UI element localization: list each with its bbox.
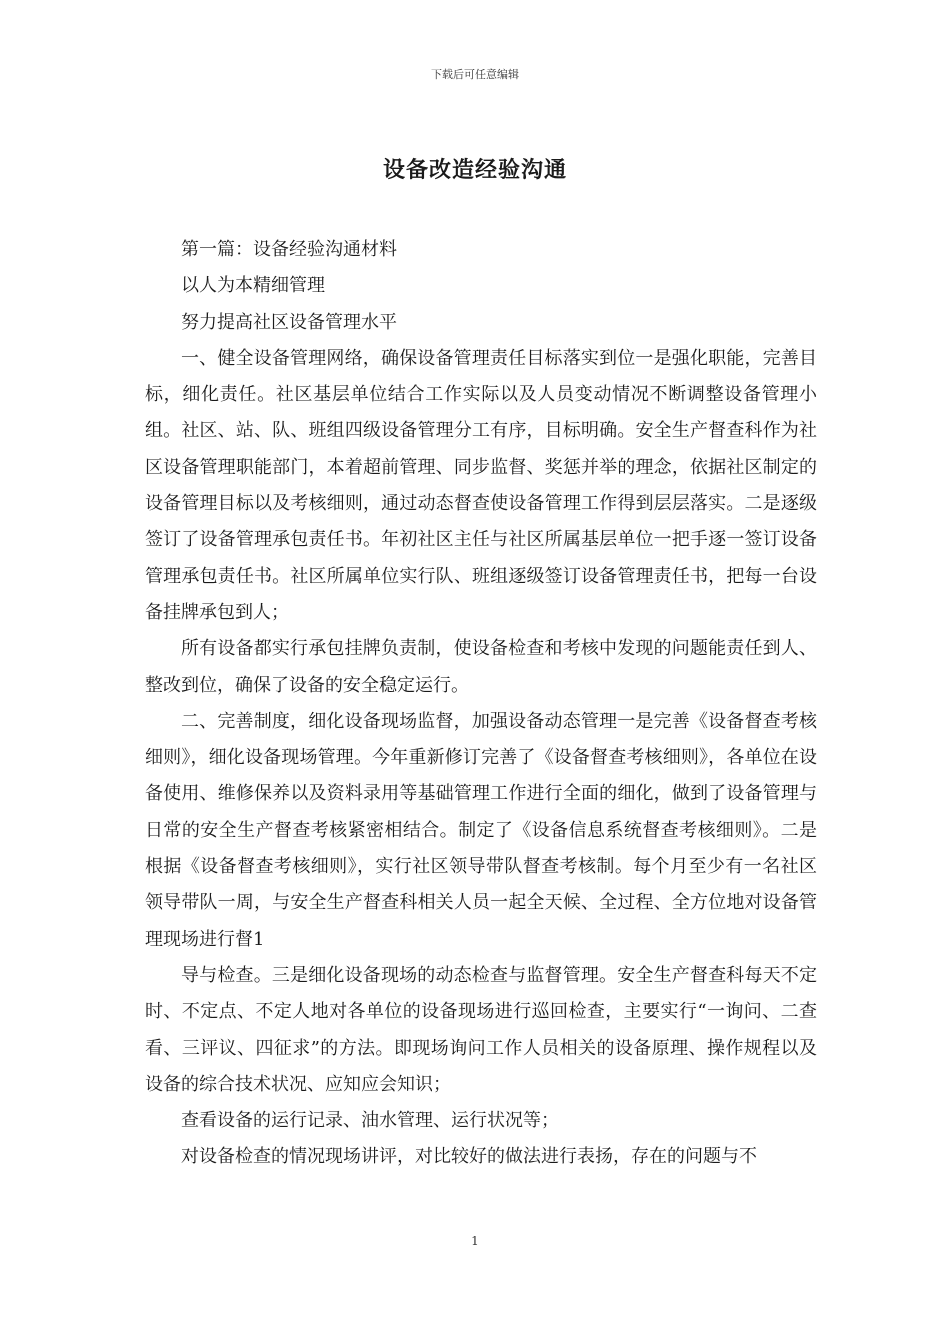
body-paragraph: 二、完善制度，细化设备现场监督，加强设备动态管理一是完善《设备督查考核细则》，细化设备现场管理。今年重新修订完善了《设备督查考核细则》，各单位在设备使用、维修保养以及资料录用等基础管理工作进行全面的细化，做到了设备管理与日常的安全生产督查考核紧密相结合。制定了《设备信息系统督查考核细则》。二是根据《设备督查考核细则》，实行社区领导带队督查考核制。每个月至少有一名社区领导带队一周，与安全生产督查科相关人员一起全天候、全过程、全方位地对设备管理现场进行督1 [145,710,817,950]
body-paragraph: 所有设备都实行承包挂牌负责制，使设备检查和考核中发现的问题能责任到人、整改到位，确保了设备的安全稳定运行。 [145,638,817,696]
body-paragraph: 导与检查。三是细化设备现场的动态检查与监督管理。安全生产督查科每天不定时、不定点、不定人地对各单位的设备现场进行巡回检查，主要实行“一询问、二查看、三评议、四征求”的方法。即现场询问工作人员相关的设备原理、操作规程以及设备的综合技术状况、应知应会知识； [145,964,817,1095]
page-number: 1 [471,1234,479,1248]
document-body [145,232,817,1176]
body-paragraph: 一、健全设备管理网络，确保设备管理责任目标落实到位一是强化职能，完善目标，细化责任。社区基层单位结合工作实际以及人员变动情况不断调整设备管理小组。社区、站、队、班组四级设备管理分工有序，目标明确。安全生产督查科作为社区设备管理职能部门，本着超前管理、同步监督、奖惩并举的理念，依据社区制定的设备管理目标以及考核细则，通过动态督查使设备管理工作得到层层落实。二是逐级签订了设备管理承包责任书。年初社区主任与社区所属基层单位一把手逐一签订设备管理承包责任书。社区所属单位实行队、班组逐级签订设备管理责任书，把每一台设备挂牌承包到人； [145,347,817,623]
body-paragraph: 查看设备的运行记录、油水管理、运行状况等； [181,1110,559,1132]
header-note: 下载后可任意编辑 [431,68,519,81]
body-paragraph: 对设备检查的情况现场讲评，对比较好的做法进行表扬，存在的问题与不 [181,1146,757,1168]
document-title: 设备改造经验沟通 [382,157,567,183]
section-heading: 第一篇：设备经验沟通材料 [181,239,397,260]
subheading-line: 以人为本精细管理 [181,275,325,297]
subheading-line: 努力提高社区设备管理水平 [181,311,397,333]
